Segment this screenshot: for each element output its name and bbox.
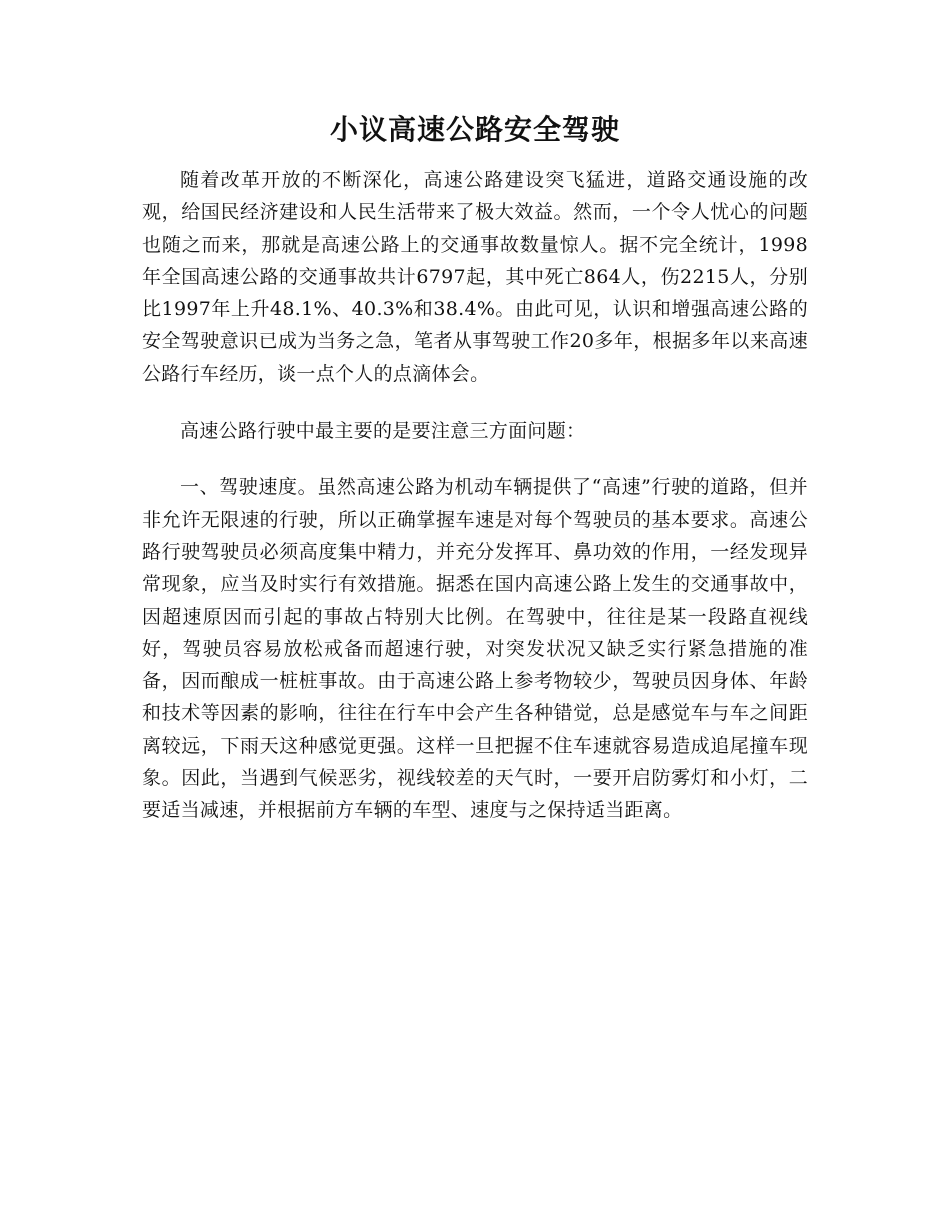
paragraph-intro: 随着改革开放的不断深化，高速公路建设突飞猛进，道路交通设施的改观，给国民经济建设和人民生活带来了极大效益。然而，一个令人忧心的问题也随之而来，那就是高速公路上的交通事故数量惊人。据不完全统计，1998年全国高速公路的交通事故共计6797起，其中死亡864人，伤2215人，分别比1997年上升48.1%、40.3%和38.4%。由此可见，认识和增强高速公路的安全驾驶意识已成为当务之急，笔者从事驾驶工作20多年，根据多年以来高速公路行车经历，谈一点个人的点滴体会。 [142, 169, 808, 385]
paragraph-three-issues: 高速公路行驶中最主要的是要注意三方面问题： [180, 420, 586, 443]
document-title: 小议高速公路安全驾驶 [329, 113, 620, 146]
document-page [142, 108, 808, 827]
paragraph-driving-speed: 一、驾驶速度。虽然高速公路为机动车辆提供了“高速”行驶的道路，但并非允许无限速的行驶，所以正确掌握车速是对每个驾驶员的基本要求。高速公路行驶驾驶员必须高度集中精力，并充分发挥耳、鼻功效的作用，一经发现异常现象，应当及时实行有效措施。据悉在国内高速公路上发生的交通事故中，因超速原因而引起的事故占特别大比例。在驾驶中，往往是某一段路直视线好，驾驶员容易放松戒备而超速行驶，对突发状况又缺乏实行紧急措施的准备，因而酿成一桩桩事故。由于高速公路上参考物较少，驾驶员因身体、年龄和技术等因素的影响，往往在行车中会产生各种错觉，总是感觉车与车之间距离较远，下雨天这种感觉更强。这样一旦把握不住车速就容易造成追尾撞车现象。因此，当遇到气候恶劣，视线较差的天气时，一要开启防雾灯和小灯，二要适当减速，并根据前方车辆的车型、速度与之保持适当距离。 [142, 476, 808, 822]
